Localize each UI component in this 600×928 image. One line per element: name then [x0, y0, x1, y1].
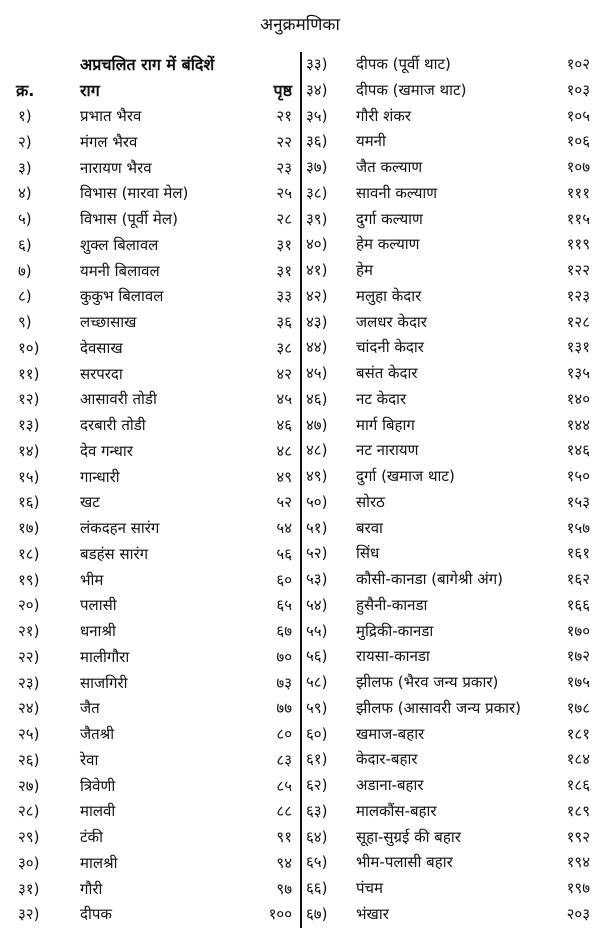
item-number: ५८) [306, 673, 328, 691]
list-item [300, 361, 590, 387]
page-number: १२३ [566, 286, 590, 305]
list-item [12, 619, 298, 645]
item-number: ३८) [306, 183, 328, 202]
raag-name: सावनी कल्याण [356, 183, 438, 202]
item-number: ४२) [306, 286, 328, 305]
list-item [300, 773, 590, 799]
list-item [12, 310, 298, 336]
item-number: १२) [18, 390, 40, 409]
raag-name: खट [80, 493, 100, 512]
raag-name: दुर्गा (खमाज थाट) [356, 467, 455, 485]
list-item [300, 541, 590, 567]
item-number: ३३) [306, 55, 328, 73]
list-item [300, 438, 590, 464]
page-number: २२ [276, 132, 292, 151]
page-number: १०२ [566, 55, 590, 73]
list-item [12, 902, 298, 928]
raag-name: टंकी [80, 828, 103, 846]
list-item [300, 670, 590, 696]
item-number: ६३) [306, 801, 328, 820]
item-number: १९) [18, 570, 40, 589]
list-item [300, 747, 590, 773]
raag-name: खमाज-बहार [356, 724, 425, 743]
raag-name: आसावरी तोडी [80, 390, 157, 409]
list-item [300, 876, 590, 902]
list-item [12, 413, 298, 439]
list-item [12, 284, 298, 310]
item-number: ३४) [306, 80, 328, 99]
item-number: ६०) [306, 724, 328, 743]
raag-name: पंचम [356, 879, 384, 897]
page-number: ३८ [276, 338, 292, 357]
page-number: १५३ [566, 492, 590, 511]
page-number: ३१ [276, 235, 292, 254]
page-number: ७० [276, 647, 292, 666]
item-number: ६६) [306, 879, 328, 897]
item-number: २२) [18, 647, 40, 666]
raag-name: रेवा [80, 750, 99, 769]
page-number: १०३ [566, 80, 590, 99]
list-item [300, 490, 590, 516]
item-number: १३) [18, 416, 40, 434]
item-number: १६) [18, 493, 40, 512]
page-number: १६६ [566, 595, 590, 614]
page-number: ९१ [276, 828, 292, 846]
list-item [300, 567, 590, 593]
page-number: ८० [276, 725, 292, 743]
page-number: १५७ [566, 518, 590, 537]
raag-name: मालश्री [80, 853, 118, 872]
raag-name: लंकदहन सारंग [80, 519, 160, 537]
raag-name: जलधर केदार [356, 312, 427, 331]
list-item [300, 387, 590, 413]
section-title: अप्रचलित राग में बंदिशें [80, 55, 215, 74]
list-item [12, 233, 298, 259]
raag-name: देव गन्धार [80, 441, 133, 460]
page-number: १७५ [566, 673, 590, 691]
item-number: २८) [18, 802, 40, 821]
list-item [300, 722, 590, 748]
page-number: ७३ [276, 673, 292, 692]
list-item [12, 748, 298, 774]
raag-name: मुद्रिकी-कानडा [356, 621, 434, 640]
left-column [12, 52, 298, 928]
page-number: २३ [276, 158, 292, 177]
list-item [12, 336, 298, 362]
item-number: २६) [18, 750, 40, 769]
page-number: ५४ [276, 519, 292, 537]
page-number: ४६ [276, 416, 292, 434]
list-item [300, 335, 590, 361]
item-number: २०) [18, 596, 40, 615]
page-number: ९७ [276, 879, 292, 898]
page-number: १७० [566, 621, 590, 640]
item-number: ३२) [18, 905, 40, 924]
raag-name: गान्धारी [80, 467, 120, 486]
left-list [12, 104, 298, 928]
raag-name: चांदनी केदार [356, 338, 424, 357]
item-number: ६) [18, 235, 32, 254]
list-item [12, 156, 298, 182]
item-number: ३५) [306, 106, 328, 125]
page-number: १८९ [566, 801, 590, 820]
raag-name: शुक्ल बिलावल [80, 235, 159, 254]
raag-name: झीलफ (आसावरी जन्य प्रकार) [356, 698, 522, 717]
page-number: १०७ [566, 158, 590, 176]
page-number: ३३ [276, 287, 292, 306]
raag-name: अडाना-बहार [356, 776, 424, 794]
raag-name: मालवी [80, 802, 116, 821]
item-number: ३६) [306, 132, 328, 151]
page-number: ८५ [276, 776, 292, 795]
item-number: २३) [18, 673, 40, 692]
list-item [300, 593, 590, 619]
page-number: ११५ [566, 209, 590, 228]
list-item [300, 52, 590, 78]
item-number: ४५) [306, 364, 328, 382]
raag-name: देवसाख [80, 338, 123, 357]
item-number: ३१) [18, 879, 40, 898]
page-number: ४८ [276, 441, 292, 460]
item-number: ४६) [306, 389, 328, 408]
list-item [12, 516, 298, 542]
item-number: १०) [18, 338, 40, 357]
raag-name: सरपरदा [80, 364, 123, 383]
right-list [300, 52, 590, 928]
raag-name: नट केदार [356, 389, 407, 408]
page-number: १६२ [566, 570, 590, 588]
page-number: ३१ [276, 261, 292, 280]
raag-name: यमनी बिलावल [80, 261, 160, 280]
item-number: ३९) [306, 209, 328, 228]
list-item [300, 619, 590, 645]
item-number: ३) [18, 158, 32, 177]
page-number: ४५ [276, 390, 292, 409]
page-number: १३५ [566, 364, 590, 382]
list-item [12, 465, 298, 491]
page-number: ११९ [566, 235, 590, 254]
item-number: ४) [18, 184, 32, 203]
item-number: ४३) [306, 312, 328, 331]
list-item [12, 877, 298, 903]
page-number: ५२ [276, 493, 292, 512]
list-item [12, 722, 298, 748]
right-column [300, 52, 590, 928]
item-number: ५६) [306, 647, 328, 666]
header-number: क्र. [16, 81, 35, 100]
item-number: ४७) [306, 415, 328, 434]
page-number: २८ [276, 210, 292, 228]
list-item [12, 104, 298, 130]
list-item [300, 464, 590, 490]
item-number: ६१) [306, 750, 328, 769]
item-number: ४८) [306, 441, 328, 460]
raag-name: मलुहा केदार [356, 286, 422, 305]
raag-name: प्रभात भैरव [80, 107, 142, 125]
list-item [300, 644, 590, 670]
page-number: २०३ [566, 904, 590, 923]
item-number: ५१) [306, 518, 328, 537]
page-number: १४४ [566, 415, 590, 434]
raag-name: सिंध [356, 544, 380, 563]
page-number: ३६ [276, 313, 292, 331]
raag-name: नट नारायण [356, 441, 419, 460]
raag-name: जैत [80, 699, 100, 718]
page-number: ८८ [276, 802, 292, 821]
item-number: ४०) [306, 235, 328, 254]
list-item [12, 568, 298, 594]
raag-name: जैतश्री [80, 725, 115, 743]
list-item [300, 258, 590, 284]
raag-name: दीपक (खमाज थाट) [356, 80, 467, 99]
raag-name: लच्छासाख [80, 313, 137, 331]
raag-name: साजगिरी [80, 673, 128, 692]
list-item [12, 825, 298, 851]
item-number: १५) [18, 467, 40, 486]
raag-name: दरबारी तोडी [80, 416, 146, 434]
raag-name: दुर्गा कल्याण [356, 209, 423, 228]
raag-name: भीम-पलासी बहार [356, 853, 453, 872]
page-number: १०५ [566, 106, 590, 125]
list-item [12, 181, 298, 207]
list-item [12, 799, 298, 825]
list-item [300, 825, 590, 851]
page-number: २१ [276, 107, 292, 125]
raag-name: नारायण भैरव [80, 158, 152, 177]
raag-name: बरवा [356, 518, 383, 537]
item-number: १७) [18, 519, 40, 537]
raag-name: विभास (पूर्वी मेल) [80, 210, 178, 228]
item-number: १४) [18, 441, 40, 460]
list-item [300, 799, 590, 825]
list-item [12, 130, 298, 156]
raag-name: विभास (मारवा मेल) [80, 184, 189, 203]
raag-name: हेम [356, 261, 373, 279]
page-number: ४९ [276, 467, 292, 486]
item-number: ५५) [306, 621, 328, 640]
page-number: १५० [566, 467, 590, 485]
raag-name: मार्ग बिहाग [356, 415, 415, 434]
item-number: १) [18, 107, 32, 125]
item-number: ४१) [306, 261, 328, 279]
header-page: पृष्ठ [273, 81, 292, 100]
list-item [12, 645, 298, 671]
list-item [12, 774, 298, 800]
raag-name: सूहा-सुग्रई की बहार [356, 827, 461, 846]
page-number: ७७ [276, 699, 292, 718]
page-number: २५ [276, 184, 292, 203]
raag-name: मालीगौरा [80, 647, 130, 666]
list-item [12, 207, 298, 233]
column-headers [12, 78, 298, 104]
list-item [300, 850, 590, 876]
raag-name: जैत कल्याण [356, 158, 423, 176]
item-number: २५) [18, 725, 40, 743]
item-number: ६७) [306, 904, 328, 923]
page-number: १८४ [566, 750, 590, 769]
raag-name: हुसैनी-कानडा [356, 595, 428, 614]
item-number: ६४) [306, 827, 328, 846]
item-number: ३०) [18, 853, 40, 872]
list-item [300, 155, 590, 181]
list-item [12, 439, 298, 465]
item-number: ३७) [306, 158, 328, 176]
item-number: ११) [18, 364, 40, 383]
page-number: १८६ [566, 776, 590, 794]
list-item [12, 542, 298, 568]
list-item [12, 593, 298, 619]
page-number: ५६ [276, 544, 292, 563]
list-item [300, 310, 590, 336]
raag-name: रायसा-कानडा [356, 647, 430, 666]
item-number: ५०) [306, 492, 328, 511]
page-number: ६० [276, 570, 292, 589]
raag-name: दीपक (पूर्वी थाट) [356, 55, 451, 73]
raag-name: गौरी शंकर [356, 106, 411, 125]
page-number: १८१ [566, 724, 590, 743]
raag-name: हेम कल्याण [356, 235, 420, 254]
list-item [300, 696, 590, 722]
raag-name: भीम [80, 570, 104, 589]
page-number: १०६ [566, 132, 590, 151]
list-item [12, 696, 298, 722]
list-item [300, 516, 590, 542]
list-item [12, 851, 298, 877]
page-number: १४६ [566, 441, 590, 460]
list-item [300, 902, 590, 928]
page-number: १०० [268, 905, 292, 924]
raag-name: गौरी [80, 879, 103, 898]
page-number: १२२ [566, 261, 590, 279]
page-number: ८३ [276, 750, 292, 769]
page-title: अनुक्रमणिका [260, 15, 340, 35]
item-number: ८) [18, 287, 32, 306]
page-number: १३१ [566, 338, 590, 357]
item-number: ५३) [306, 570, 328, 588]
list-item [300, 129, 590, 155]
list-item [300, 284, 590, 310]
raag-name: बडहंस सारंग [80, 544, 149, 563]
list-item [12, 490, 298, 516]
raag-name: मंगल भैरव [80, 132, 138, 151]
item-number: २४) [18, 699, 40, 718]
item-number: ७) [18, 261, 32, 280]
list-item [300, 181, 590, 207]
raag-name: झीलफ (भैरव जन्य प्रकार) [356, 673, 499, 691]
item-number: २७) [18, 776, 40, 795]
raag-name: भंखार [356, 904, 389, 923]
raag-name: केदार-बहार [356, 750, 418, 769]
raag-name: यमनी [356, 132, 386, 151]
item-number: ५९) [306, 698, 328, 717]
list-item [300, 232, 590, 258]
page-number: १११ [566, 183, 590, 202]
list-item [300, 104, 590, 130]
raag-name: पलासी [80, 596, 117, 615]
list-item [300, 413, 590, 439]
page-number: ६५ [276, 596, 292, 615]
list-item [300, 207, 590, 233]
page-number: १९७ [566, 879, 590, 897]
page-number: १७२ [566, 647, 590, 666]
raag-name: मालकौंस-बहार [356, 801, 437, 820]
page-number: १६१ [566, 544, 590, 563]
list-item [12, 259, 298, 285]
page-number: १४० [566, 389, 590, 408]
item-number: ५४) [306, 595, 328, 614]
item-number: १८) [18, 544, 40, 563]
item-number: ४९) [306, 467, 328, 485]
raag-name: कुकुभ बिलावल [80, 287, 164, 306]
raag-name: दीपक [80, 905, 112, 924]
page-number: १२८ [566, 312, 590, 331]
item-number: २) [18, 132, 32, 151]
raag-name: त्रिवेणी [80, 776, 116, 795]
item-number: ६२) [306, 776, 328, 794]
list-item [12, 671, 298, 697]
page-number: ४२ [276, 364, 292, 383]
list-item [300, 78, 590, 104]
item-number: ५२) [306, 544, 328, 563]
page-number: १९४ [566, 853, 590, 872]
page-number: १७८ [566, 698, 590, 717]
item-number: २९) [18, 828, 40, 846]
list-item [12, 362, 298, 388]
page-number: ६७ [276, 622, 292, 640]
list-item [12, 387, 298, 413]
item-number: ४४) [306, 338, 328, 357]
page-number: ९४ [276, 853, 292, 872]
item-number: ९) [18, 313, 32, 331]
item-number: ६५) [306, 853, 328, 872]
page-number: १९२ [566, 827, 590, 846]
raag-name: धनाश्री [80, 622, 116, 640]
raag-name: सोरठ [356, 492, 385, 511]
raag-name: बसंत केदार [356, 364, 418, 382]
raag-name: कौसी-कानडा (बागेश्री अंग) [356, 570, 504, 588]
item-number: २१) [18, 622, 40, 640]
item-number: ५) [18, 210, 32, 228]
header-raag: राग [80, 81, 100, 100]
